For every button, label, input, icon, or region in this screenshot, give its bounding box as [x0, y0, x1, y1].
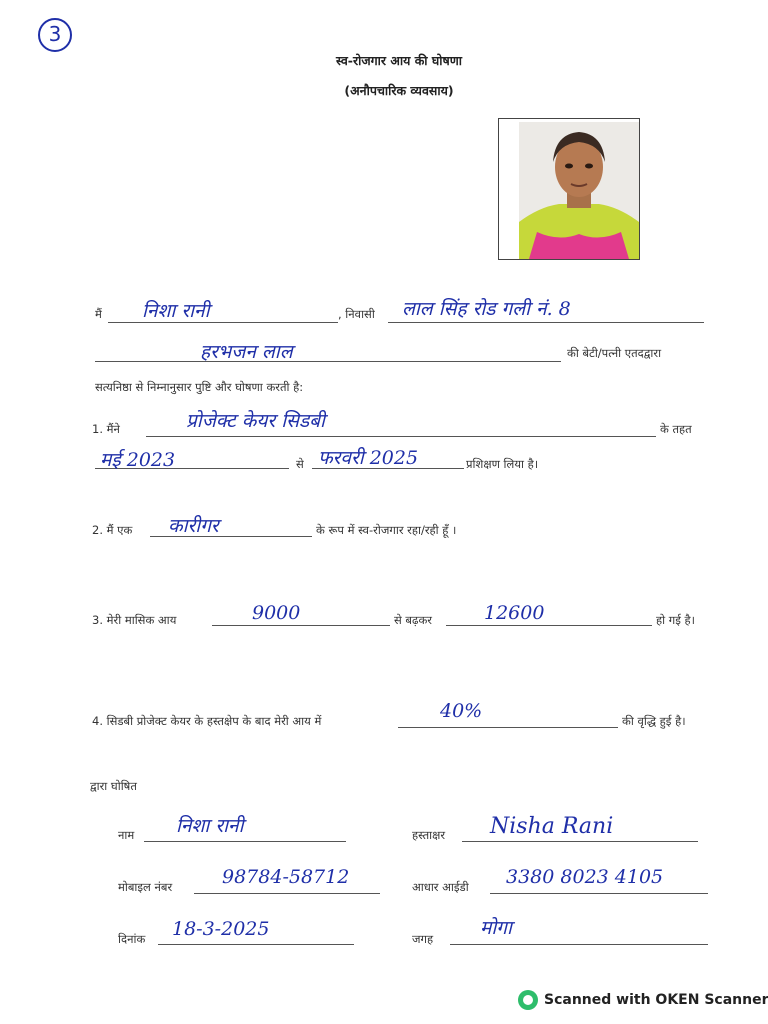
guardian-field-line [95, 361, 561, 362]
occupation-value: कारीगर [168, 515, 219, 537]
label-place: जगह [412, 932, 434, 946]
item2-suffix: के रूप में स्व-रोजगार रहा/रही हूँ । [316, 523, 457, 537]
percent-value: 40% [440, 700, 483, 722]
page-number: 3 [38, 18, 72, 52]
mobile-value: 98784-58712 [222, 866, 350, 888]
address-field-line [388, 322, 704, 323]
from-date-value: मई 2023 [100, 449, 176, 471]
date-value: 18-3-2025 [172, 918, 270, 940]
from-income-line [212, 625, 390, 626]
label-date: दिनांक [118, 932, 146, 946]
from-income-value: 9000 [252, 602, 301, 624]
to-income-line [446, 625, 652, 626]
place-line [450, 944, 708, 945]
place-value: मोगा [480, 917, 512, 939]
aadhaar-value: 3380 8023 4105 [506, 866, 664, 888]
applicant-photo [498, 118, 640, 260]
scanner-watermark: Scanned with OKEN Scanner [544, 992, 768, 1008]
declared-name-value: निशा रानी [176, 815, 244, 837]
label-resident: , निवासी [338, 307, 375, 321]
label-signature: हस्ताक्षर [412, 828, 446, 842]
guardian-value: हरभजन लाल [200, 341, 293, 363]
affirmation-text: सत्यनिष्ठा से निम्नानुसार पुष्टि और घोषणा करती है: [95, 380, 304, 394]
label-mobile: मोबाइल नंबर [118, 880, 173, 894]
label-training: प्रशिक्षण लिया है। [466, 457, 539, 471]
aadhaar-line [490, 893, 708, 894]
declared-by-heading: द्वारा घोषित [90, 779, 137, 793]
portrait-image [519, 122, 639, 259]
label-daughter-wife: की बेटी/पत्नी एतदद्वारा [567, 346, 662, 360]
item4-label: 4. सिडबी प्रोजेक्ट केयर के हस्तक्षेप के बाद मेरी आय में [92, 714, 322, 728]
item1-under-label: के तहत [660, 422, 692, 436]
declared-name-line [144, 841, 346, 842]
name-value: निशा रानी [142, 300, 210, 322]
signature-value: Nisha Rani [490, 814, 614, 839]
item3-suffix: हो गई है। [656, 613, 695, 627]
item2-label: 2. मैं एक [92, 523, 133, 537]
label-from: से [296, 457, 304, 471]
document-subtitle: (अनौपचारिक व्यवसाय) [344, 83, 454, 98]
to-income-value: 12600 [484, 602, 545, 624]
document-title: स्व-रोजगार आय की घोषणा [335, 53, 463, 68]
to-date-value: फरवरी 2025 [318, 447, 419, 469]
label-increased: से बढ़कर [394, 613, 433, 627]
item4-suffix: की वृद्धि हुई है। [622, 714, 686, 728]
item3-label: 3. मेरी मासिक आय [92, 613, 177, 627]
label-name: नाम [118, 828, 135, 842]
program-value: प्रोजेक्ट केयर सिडबी [186, 410, 325, 432]
program-field-line [146, 436, 656, 437]
item1-label: 1. मैंने [92, 422, 120, 436]
date-line [158, 944, 354, 945]
label-main: मैं [95, 307, 102, 321]
signature-line [462, 841, 698, 842]
percent-field-line [398, 727, 618, 728]
label-aadhaar: आधार आईडी [412, 880, 469, 894]
address-value: लाल सिंह रोड गली नं. 8 [402, 298, 571, 320]
oken-scanner-logo-icon [518, 990, 538, 1010]
mobile-line [194, 893, 380, 894]
